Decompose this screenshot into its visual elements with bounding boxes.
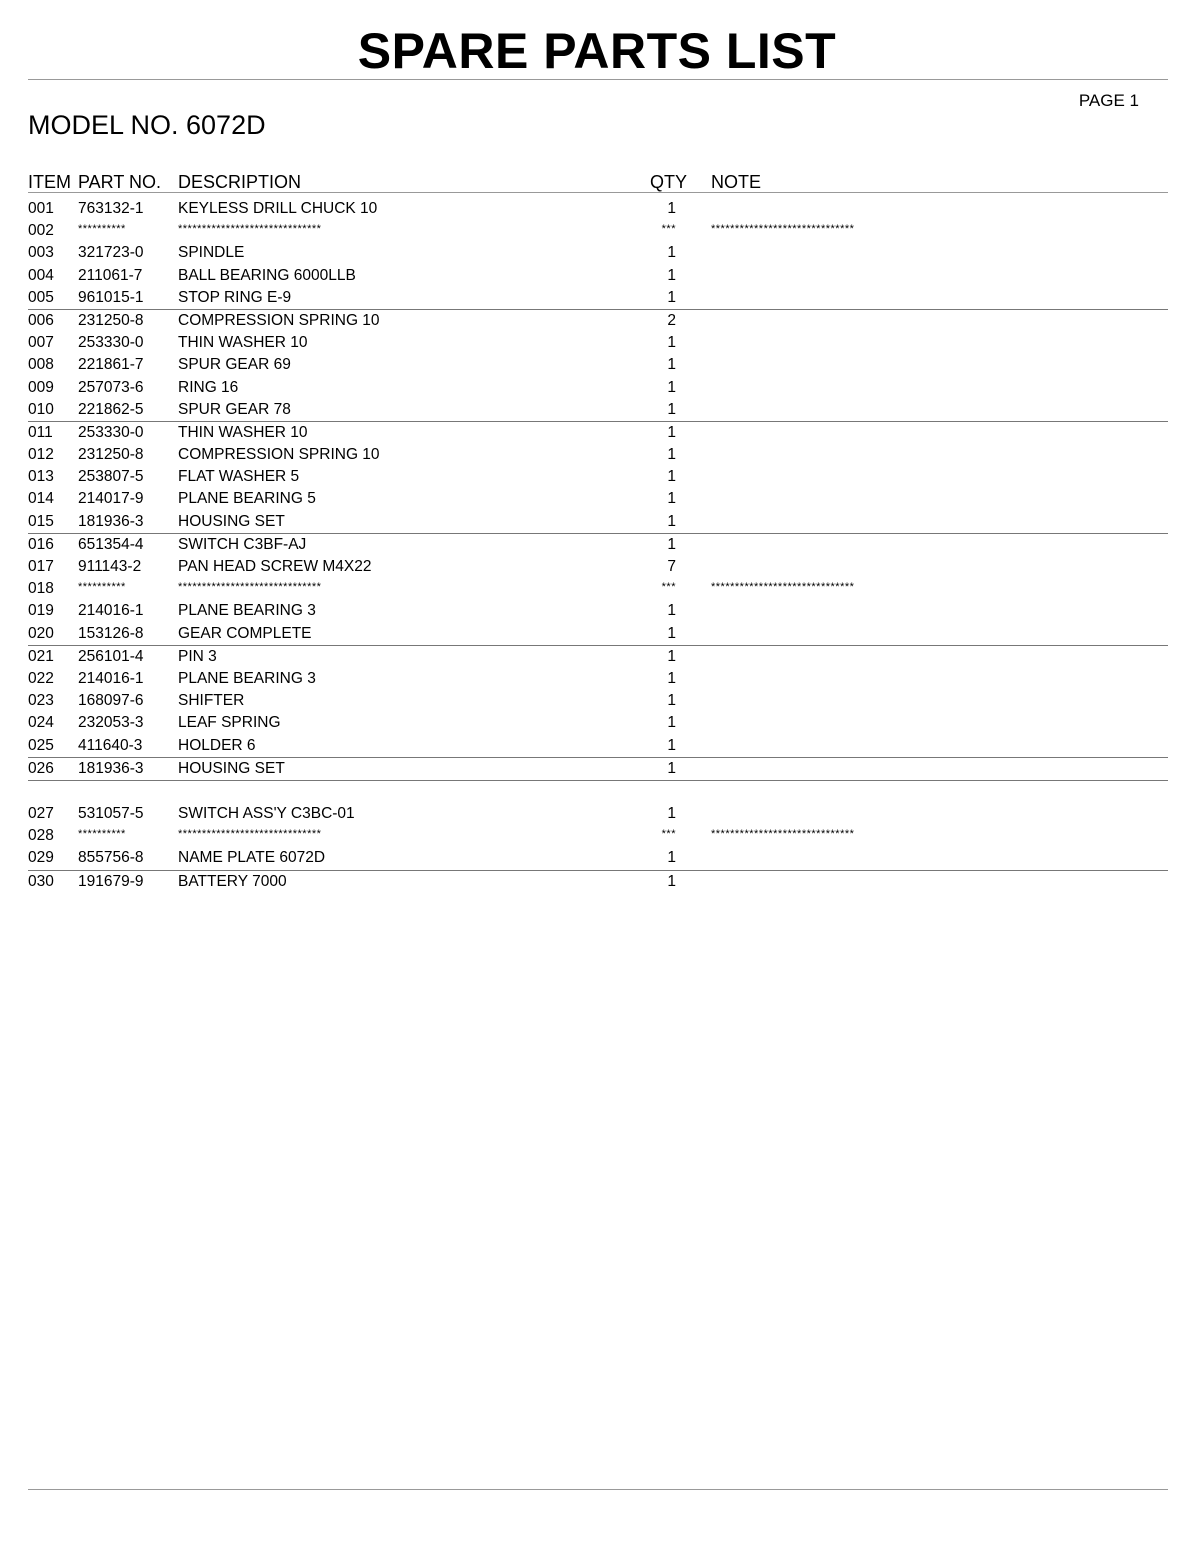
- row-part-no: 153126-8: [78, 624, 144, 642]
- row-description: PIN 3: [178, 647, 217, 665]
- row-qty: 1: [667, 490, 676, 508]
- row-part-no: 181936-3: [78, 759, 144, 777]
- table-row: [28, 242, 1168, 264]
- table-row: [28, 265, 1168, 287]
- row-part-no: 911143-2: [78, 558, 142, 575]
- page-number: PAGE 1: [1078, 91, 1139, 110]
- table-row: [28, 712, 1168, 734]
- table-row: [28, 310, 1168, 332]
- table-header: [28, 172, 1168, 193]
- table-row: [28, 399, 1168, 422]
- row-part-no: 232053-3: [78, 714, 144, 732]
- row-part-no: 531057-5: [78, 805, 144, 823]
- table-row: [28, 466, 1168, 488]
- row-item: 009: [28, 378, 54, 396]
- row-item: 012: [28, 446, 54, 464]
- row-description: PAN HEAD SCREW M4X22: [178, 558, 372, 575]
- row-qty: ***: [661, 828, 676, 841]
- table-row: [28, 287, 1168, 310]
- row-item: 010: [28, 400, 54, 418]
- row-description: ******************************: [178, 223, 322, 236]
- row-item: 002: [28, 222, 54, 240]
- row-item: 014: [28, 490, 54, 508]
- row-qty: 7: [667, 558, 676, 575]
- footer-divider: [28, 1489, 1168, 1490]
- table-row: [28, 534, 1168, 556]
- row-item: 007: [28, 334, 54, 352]
- row-part-no: 253330-0: [78, 334, 144, 352]
- row-description: SHIFTER: [178, 692, 245, 710]
- row-qty: ***: [661, 223, 676, 236]
- table-row: [28, 847, 1168, 870]
- row-item: 019: [28, 602, 54, 620]
- row-part-no: **********: [78, 223, 126, 236]
- row-qty: 1: [667, 736, 676, 754]
- table-row: [28, 871, 1168, 893]
- row-qty: 1: [667, 266, 676, 284]
- row-item: 011: [28, 423, 53, 441]
- row-part-no: 211061-7: [78, 266, 143, 284]
- table-row: [28, 220, 1168, 242]
- row-qty: 1: [667, 647, 676, 665]
- row-qty: 1: [667, 759, 676, 777]
- row-qty: 1: [667, 872, 676, 890]
- row-item: 020: [28, 624, 54, 642]
- table-row: [28, 758, 1168, 781]
- row-description: ******************************: [178, 828, 322, 841]
- row-item: 004: [28, 266, 54, 284]
- row-item: 024: [28, 714, 54, 732]
- row-part-no: 961015-1: [78, 288, 144, 306]
- row-item: 006: [28, 311, 54, 329]
- row-item: 028: [28, 827, 54, 845]
- row-description: RING 16: [178, 378, 239, 396]
- row-description: BALL BEARING 6000LLB: [178, 266, 356, 284]
- row-item: 027: [28, 805, 54, 823]
- row-item: 013: [28, 468, 54, 486]
- row-qty: 1: [667, 624, 676, 642]
- row-part-no: **********: [78, 828, 126, 841]
- title-divider: [28, 79, 1168, 80]
- table-row: [28, 600, 1168, 622]
- row-description: ******************************: [178, 581, 322, 594]
- header-note: NOTE: [711, 172, 762, 192]
- row-note: ******************************: [711, 223, 855, 236]
- row-description: KEYLESS DRILL CHUCK 10: [178, 200, 378, 217]
- row-item: 003: [28, 244, 54, 262]
- row-part-no: 231250-8: [78, 311, 144, 329]
- row-qty: 1: [667, 400, 676, 418]
- row-part-no: 221862-5: [78, 400, 144, 418]
- row-item: 001: [28, 200, 54, 217]
- page-title: SPARE PARTS LIST: [357, 23, 837, 79]
- table-row: [28, 377, 1168, 399]
- row-description: HOUSING SET: [178, 759, 285, 777]
- row-part-no: **********: [78, 581, 126, 594]
- row-note: ******************************: [711, 581, 855, 594]
- parts-table: [28, 198, 1168, 893]
- row-description: COMPRESSION SPRING 10: [178, 311, 380, 329]
- row-part-no: 651354-4: [78, 535, 144, 553]
- row-qty: 1: [667, 468, 676, 486]
- row-description: GEAR COMPLETE: [178, 624, 312, 642]
- table-row: [28, 578, 1168, 600]
- row-item: 005: [28, 288, 54, 306]
- table-row: [28, 735, 1168, 758]
- header-item: ITEM: [28, 172, 71, 192]
- row-description: SWITCH ASS'Y C3BC-01: [178, 805, 355, 823]
- row-qty: 1: [667, 512, 676, 530]
- row-qty: 1: [667, 200, 676, 217]
- row-part-no: 256101-4: [78, 647, 144, 665]
- row-qty: 1: [667, 535, 676, 553]
- table-row: [28, 556, 1168, 578]
- table-row: [28, 668, 1168, 690]
- table-row: [28, 690, 1168, 712]
- row-qty: 1: [667, 714, 676, 732]
- table-row: [28, 422, 1168, 444]
- row-qty: 1: [667, 692, 676, 710]
- model-number: MODEL NO. 6072D: [28, 110, 266, 140]
- row-qty: 1: [667, 334, 676, 352]
- table-row: [28, 646, 1168, 668]
- table-row: [28, 511, 1168, 534]
- row-part-no: 253807-5: [78, 468, 144, 486]
- table-row: [28, 781, 1168, 803]
- header-part-no: PART NO.: [78, 172, 162, 192]
- row-description: FLAT WASHER 5: [178, 468, 300, 486]
- row-description: PLANE BEARING 5: [178, 490, 316, 508]
- row-qty: 1: [667, 244, 676, 262]
- row-item: 022: [28, 669, 54, 687]
- row-item: 008: [28, 356, 54, 374]
- table-row: [28, 825, 1168, 847]
- row-item: 017: [28, 558, 54, 575]
- row-item: 016: [28, 535, 54, 553]
- row-description: COMPRESSION SPRING 10: [178, 446, 380, 464]
- row-part-no: 214017-9: [78, 490, 144, 508]
- table-row: [28, 803, 1168, 825]
- row-item: 018: [28, 580, 54, 598]
- row-description: HOLDER 6: [178, 736, 256, 754]
- row-description: NAME PLATE 6072D: [178, 849, 326, 867]
- row-qty: 1: [667, 288, 676, 306]
- row-qty: 1: [667, 849, 676, 867]
- row-qty: 1: [667, 669, 676, 687]
- row-part-no: 763132-1: [78, 200, 144, 217]
- row-part-no: 321723-0: [78, 244, 144, 262]
- row-description: SPUR GEAR 78: [178, 400, 291, 418]
- row-item: 029: [28, 849, 54, 867]
- table-row: [28, 444, 1168, 466]
- row-qty: 1: [667, 378, 676, 396]
- row-part-no: 221861-7: [78, 356, 144, 374]
- row-qty: 2: [667, 311, 676, 329]
- row-description: SPUR GEAR 69: [178, 356, 291, 374]
- row-description: BATTERY 7000: [178, 872, 287, 890]
- row-part-no: 214016-1: [78, 602, 144, 620]
- row-part-no: 257073-6: [78, 378, 144, 396]
- row-description: SPINDLE: [178, 244, 245, 262]
- row-qty: 1: [667, 602, 676, 620]
- header-description: DESCRIPTION: [178, 172, 302, 192]
- row-description: PLANE BEARING 3: [178, 669, 316, 687]
- row-description: STOP RING E-9: [178, 288, 292, 306]
- row-note: ******************************: [711, 828, 855, 841]
- row-description: LEAF SPRING: [178, 714, 281, 732]
- header-qty: QTY: [650, 172, 688, 192]
- table-row: [28, 623, 1168, 646]
- row-part-no: 181936-3: [78, 512, 144, 530]
- row-description: HOUSING SET: [178, 512, 285, 530]
- row-item: 030: [28, 872, 54, 890]
- row-part-no: 231250-8: [78, 446, 144, 464]
- table-row: [28, 488, 1168, 510]
- table-row: [28, 198, 1168, 220]
- row-part-no: 214016-1: [78, 669, 144, 687]
- row-description: SWITCH C3BF-AJ: [178, 535, 307, 553]
- row-part-no: 253330-0: [78, 423, 144, 441]
- row-item: 025: [28, 736, 54, 754]
- row-item: 021: [28, 647, 54, 665]
- row-part-no: 411640-3: [78, 736, 143, 754]
- row-qty: ***: [661, 581, 676, 594]
- row-part-no: 168097-6: [78, 692, 144, 710]
- row-description: THIN WASHER 10: [178, 334, 308, 352]
- row-description: PLANE BEARING 3: [178, 602, 316, 620]
- row-part-no: 855756-8: [78, 849, 144, 867]
- row-item: 015: [28, 512, 54, 530]
- row-item: 026: [28, 759, 54, 777]
- table-row: [28, 332, 1168, 354]
- row-qty: 1: [667, 356, 676, 374]
- row-qty: 1: [667, 446, 676, 464]
- row-part-no: 191679-9: [78, 872, 144, 890]
- row-qty: 1: [667, 423, 676, 441]
- row-description: THIN WASHER 10: [178, 423, 308, 441]
- row-qty: 1: [667, 805, 676, 823]
- table-row: [28, 354, 1168, 376]
- row-item: 023: [28, 692, 54, 710]
